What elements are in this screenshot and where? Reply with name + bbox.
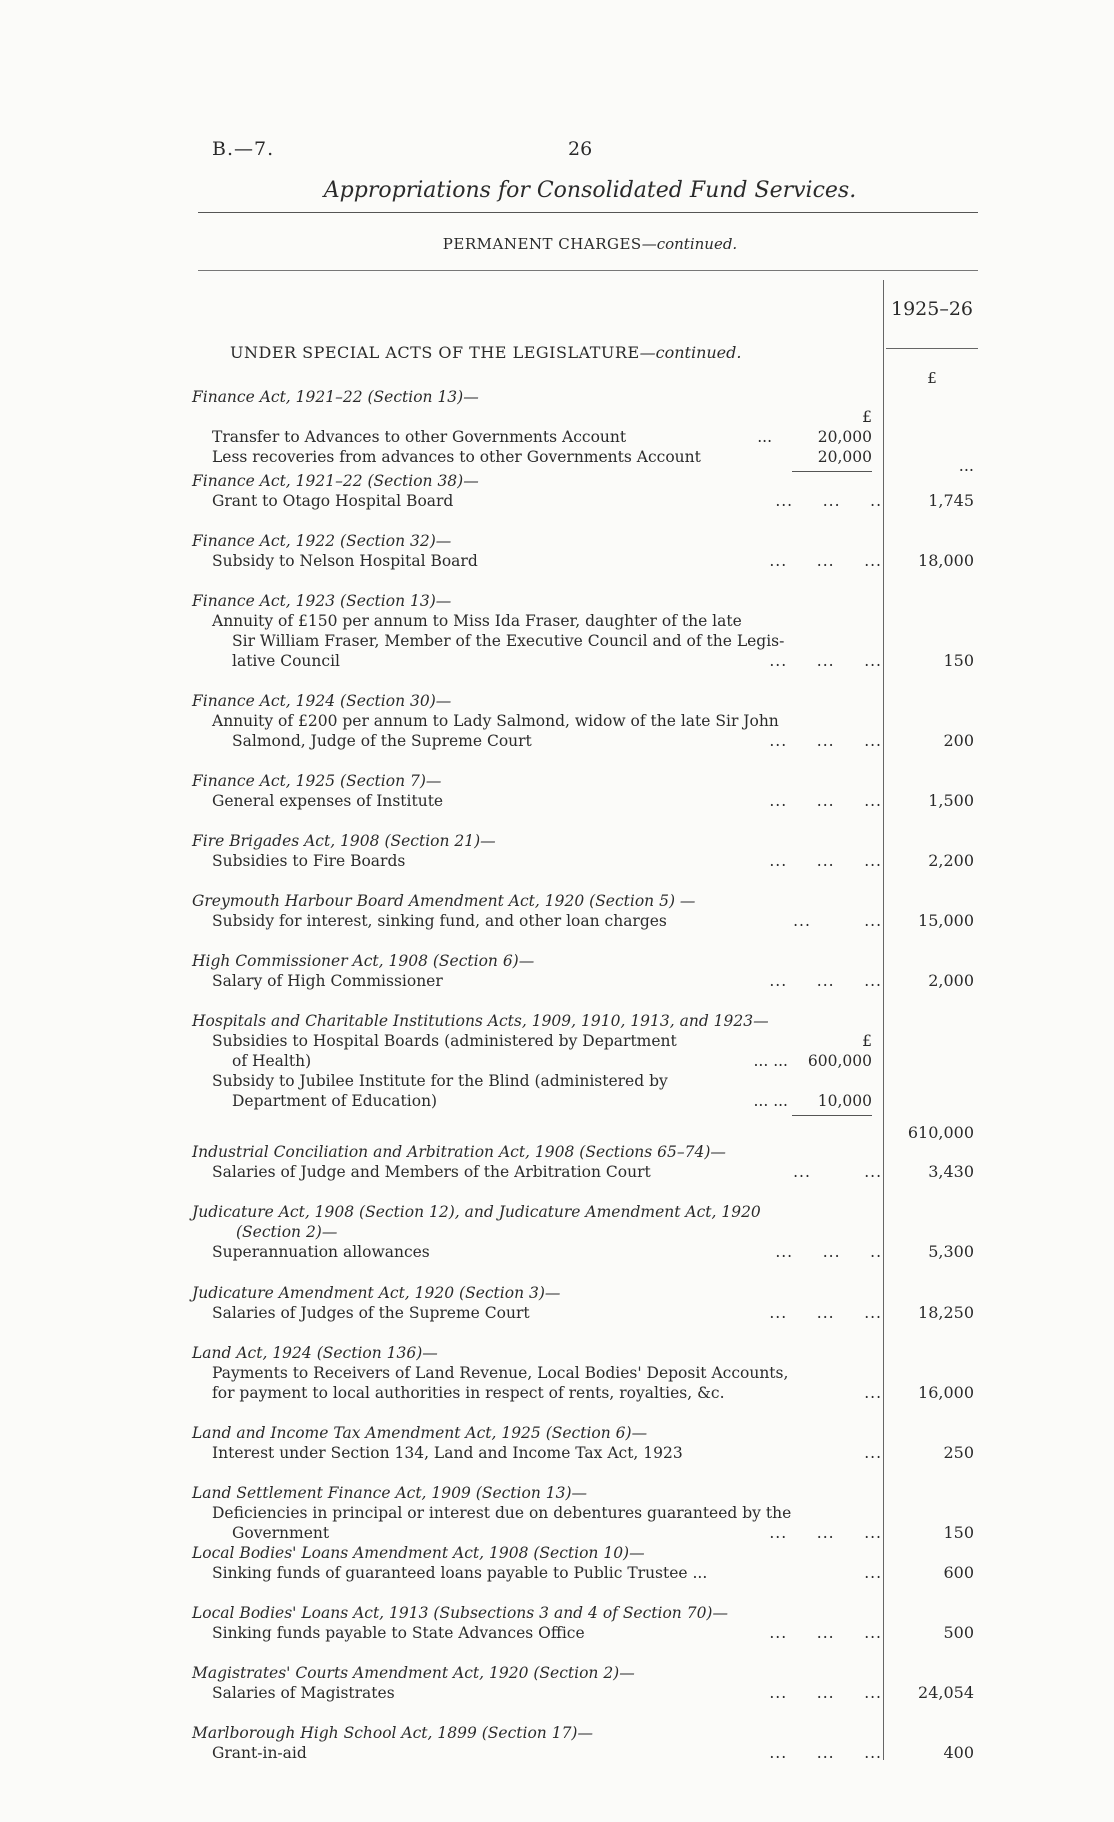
- leader-dots: ... ... ...: [769, 1524, 882, 1542]
- sub-item: [192, 1091, 882, 1111]
- entry-amount: 3,430: [928, 1162, 974, 1181]
- act-title: Magistrates' Courts Amendment Act, 1920 (Section 2)—: [192, 1664, 635, 1682]
- entry-finance-act-1921-s38: [192, 471, 882, 511]
- header-rule: [198, 270, 978, 271]
- sub-item-text: Subsidy to Jubilee Institute for the Blind (administered by: [212, 1072, 668, 1090]
- entry-amount: 500: [943, 1623, 974, 1642]
- line-item: [192, 971, 882, 991]
- sub-item: [192, 1031, 882, 1051]
- entry-finance-act-1922: [192, 531, 882, 571]
- page-title: Appropriations for Consolidated Fund Services.: [323, 178, 857, 203]
- entry-amount: 150: [943, 651, 974, 670]
- entry-land-settlement-finance-act: [192, 1483, 882, 1543]
- entry-fire-brigades-act: [192, 831, 882, 871]
- leader-dots: ... ... ..: [775, 492, 882, 510]
- page-number: 26: [568, 138, 593, 160]
- leader-dots: ... ... ...: [769, 1684, 882, 1702]
- act-title: High Commissioner Act, 1908 (Section 6)—: [192, 952, 535, 970]
- sub-amount: 20,000: [817, 448, 872, 466]
- subtotal-rule: [792, 1115, 872, 1116]
- sub-item: [192, 1051, 882, 1071]
- line-item-text: Sinking funds of guaranteed loans payable to Public Trustee ...: [212, 1564, 708, 1582]
- sub-item: [192, 407, 882, 427]
- leader-dots: ... ...: [793, 1163, 882, 1181]
- leader-dots: ... ... ...: [769, 652, 882, 670]
- year-rule: [886, 348, 978, 349]
- act-title: Finance Act, 1925 (Section 7)—: [192, 772, 442, 790]
- entry-amount: 18,000: [918, 551, 974, 570]
- act-title: Finance Act, 1924 (Section 30)—: [192, 692, 452, 710]
- line-item: [192, 711, 882, 731]
- leader-dots: ...: [864, 1384, 882, 1402]
- line-item: [192, 611, 882, 631]
- line-item: [192, 1363, 882, 1383]
- line-item: [192, 1162, 882, 1182]
- sub-item: [192, 447, 882, 467]
- leader-dots: ...: [757, 428, 772, 446]
- entry-industrial-conciliation-act: [192, 1142, 882, 1182]
- entry-finance-act-1925: [192, 771, 882, 811]
- leader-dots: ... ... ...: [769, 1624, 882, 1642]
- line-item-text: Annuity of £200 per annum to Lady Salmond, widow of the late Sir John: [212, 712, 779, 730]
- sub-item-text: Transfer to Advances to other Governments Account: [212, 428, 627, 446]
- line-item-text: Salary of High Commissioner: [212, 972, 443, 990]
- act-title: Finance Act, 1921–22 (Section 38)—: [192, 472, 479, 490]
- leader-dots: ... ... ...: [769, 1744, 882, 1762]
- leader-dots: ... ... ...: [769, 792, 882, 810]
- leader-dots: ...: [864, 1564, 882, 1582]
- entry-judicature-act-1908: [192, 1202, 882, 1262]
- leader-dots: ... ... ...: [769, 852, 882, 870]
- entry-amount: 1,745: [928, 491, 974, 510]
- act-title-continued: (Section 2)—: [236, 1223, 338, 1241]
- line-item-text: Salmond, Judge of the Supreme Court: [232, 732, 532, 750]
- column-unit: £: [927, 369, 937, 387]
- line-item: [192, 491, 882, 511]
- line-item-text: Superannuation allowances: [212, 1243, 430, 1261]
- entry-amount: 250: [943, 1443, 974, 1462]
- entry-magistrates-courts-act: [192, 1663, 882, 1703]
- entry-hospitals-charitable-acts: [192, 1011, 882, 1116]
- line-item-text: Interest under Section 134, Land and Income Tax Act, 1923: [212, 1444, 683, 1462]
- entry-amount: 1,500: [928, 791, 974, 810]
- sub-item-text: Subsidies to Hospital Boards (administered by Department: [212, 1032, 677, 1050]
- sub-item-text: Department of Education): [232, 1092, 438, 1110]
- entry-amount: 18,250: [918, 1303, 974, 1322]
- leader-dots: ... ... ...: [769, 1304, 882, 1322]
- line-item: [192, 851, 882, 871]
- entry-amount: 2,000: [928, 971, 974, 990]
- entry-amount: ...: [958, 456, 974, 475]
- line-item: [192, 1242, 882, 1262]
- section-heading-text: UNDER SPECIAL ACTS OF THE LEGISLATURE: [230, 343, 640, 362]
- act-title: Greymouth Harbour Board Amendment Act, 1920 (Section 5) —: [192, 892, 696, 910]
- act-title: Finance Act, 1923 (Section 13)—: [192, 592, 452, 610]
- line-item: [192, 1623, 882, 1643]
- line-item-text: for payment to local authorities in respect of rents, royalties, &c.: [212, 1384, 725, 1402]
- line-item: [192, 1563, 882, 1583]
- line-item: [192, 1503, 882, 1523]
- sub-amount: 20,000: [817, 428, 872, 446]
- leader-dots: ...: [864, 1444, 882, 1462]
- sub-item-text: of Health): [232, 1052, 312, 1070]
- line-item: [192, 1303, 882, 1323]
- entry-finance-act-1921-s13: [192, 387, 882, 472]
- page-reference: B.—7.: [212, 138, 275, 160]
- leader-dots: ... ...: [753, 1052, 788, 1070]
- amount-column-rule: [883, 280, 884, 1760]
- sub-item: [192, 427, 882, 447]
- entry-judicature-amendment-act: [192, 1283, 882, 1323]
- leader-dots: ... ...: [793, 912, 882, 930]
- line-item-text: lative Council: [232, 652, 340, 670]
- act-title: Finance Act, 1921–22 (Section 13)—: [192, 388, 479, 406]
- act-title: Finance Act, 1922 (Section 32)—: [192, 532, 452, 550]
- sub-item-text: [212, 407, 792, 427]
- act-title: Industrial Conciliation and Arbitration Act, 1908 (Sections 65–74)—: [192, 1143, 726, 1161]
- entry-amount: 5,300: [928, 1242, 974, 1261]
- line-item-text: Subsidy to Nelson Hospital Board: [212, 552, 478, 570]
- line-item: [192, 791, 882, 811]
- line-item: [192, 1743, 882, 1763]
- line-item: [192, 1443, 882, 1463]
- entry-amount: 16,000: [918, 1383, 974, 1402]
- leader-dots: ... ... ..: [775, 1243, 882, 1261]
- line-item-text: Grant-in-aid: [212, 1744, 307, 1762]
- entry-marlborough-high-school-act: [192, 1723, 882, 1763]
- entry-amount: 600: [943, 1563, 974, 1582]
- title-rule: [198, 212, 978, 213]
- entry-local-bodies-loans-act-1913: [192, 1603, 882, 1643]
- leader-dots: ... ... ...: [769, 552, 882, 570]
- leader-dots: ... ... ...: [769, 732, 882, 750]
- entry-land-act-1924: [192, 1343, 882, 1403]
- act-title: Land Act, 1924 (Section 136)—: [192, 1344, 438, 1362]
- entry-greymouth-harbour-act: [192, 891, 882, 931]
- act-title: Land and Income Tax Amendment Act, 1925 (Section 6)—: [192, 1424, 648, 1442]
- line-item-text: Government: [232, 1524, 330, 1542]
- act-title: Judicature Amendment Act, 1920 (Section 3)—: [192, 1284, 561, 1302]
- section-heading-continued: —continued.: [639, 343, 742, 362]
- sub-item-text: Less recoveries from advances to other Governments Account: [212, 448, 701, 466]
- act-title: Local Bodies' Loans Act, 1913 (Subsections 3 and 4 of Section 70)—: [192, 1604, 728, 1622]
- act-title: Hospitals and Charitable Institutions Acts, 1909, 1910, 1913, and 1923—: [192, 1012, 769, 1030]
- line-item: [192, 911, 882, 931]
- entry-land-income-tax-act: [192, 1423, 882, 1463]
- line-item-text: Salaries of Judge and Members of the Arbitration Court: [212, 1163, 651, 1181]
- leader-dots: ... ...: [753, 1092, 788, 1110]
- act-title: Judicature Act, 1908 (Section 12), and Judicature Amendment Act, 1920: [192, 1203, 761, 1221]
- line-item: [192, 551, 882, 571]
- entry-amount: 400: [943, 1743, 974, 1762]
- sub-amount: 10,000: [817, 1092, 872, 1110]
- line-item: [192, 651, 882, 671]
- line-item-text: Grant to Otago Hospital Board: [212, 492, 454, 510]
- line-item: [192, 631, 882, 651]
- entry-finance-act-1924: [192, 691, 882, 751]
- line-item-text: Sir William Fraser, Member of the Executive Council and of the Legis-: [232, 632, 785, 650]
- section-heading: [230, 343, 870, 362]
- sub-unit: £: [862, 408, 872, 426]
- act-title: Fire Brigades Act, 1908 (Section 21)—: [192, 832, 496, 850]
- line-item: [192, 1523, 882, 1543]
- sub-item: [192, 1071, 882, 1091]
- entry-local-bodies-loans-amendment-act: [192, 1543, 882, 1583]
- page-subtitle: [200, 235, 980, 253]
- entry-amount: 15,000: [918, 911, 974, 930]
- line-item: [192, 731, 882, 751]
- sub-amount: 600,000: [807, 1052, 872, 1070]
- entry-amount: 200: [943, 731, 974, 750]
- line-item-text: Payments to Receivers of Land Revenue, Local Bodies' Deposit Accounts,: [212, 1364, 789, 1382]
- entry-amount: 150: [943, 1523, 974, 1542]
- line-item-text: Subsidy for interest, sinking fund, and other loan charges: [212, 912, 667, 930]
- line-item: [192, 1683, 882, 1703]
- line-item-text: General expenses of Institute: [212, 792, 444, 810]
- act-title: Marlborough High School Act, 1899 (Section 17)—: [192, 1724, 593, 1742]
- act-title: Land Settlement Finance Act, 1909 (Section 13)—: [192, 1484, 588, 1502]
- entry-amount: 2,200: [928, 851, 974, 870]
- entry-high-commissioner-act: [192, 951, 882, 991]
- line-item-text: Subsidies to Fire Boards: [212, 852, 406, 870]
- line-item-text: Annuity of £150 per annum to Miss Ida Fraser, daughter of the late: [212, 612, 742, 630]
- leader-dots: ... ... ...: [769, 972, 882, 990]
- column-year-heading: 1925–26: [890, 298, 974, 320]
- subtitle-text: PERMANENT CHARGES: [442, 235, 642, 253]
- entry-amount: 24,054: [918, 1683, 974, 1702]
- entry-finance-act-1923: [192, 591, 882, 671]
- entry-amount: 610,000: [907, 1123, 974, 1142]
- line-item-text: Sinking funds payable to State Advances Office: [212, 1624, 585, 1642]
- subtitle-continued: —continued.: [641, 235, 738, 253]
- sub-unit: £: [862, 1032, 872, 1050]
- line-item-text: Salaries of Judges of the Supreme Court: [212, 1304, 530, 1322]
- line-item: [192, 1383, 882, 1403]
- line-item-text: Salaries of Magistrates: [212, 1684, 395, 1702]
- line-item-text: Deficiencies in principal or interest due on debentures guaranteed by the: [212, 1504, 792, 1522]
- act-title: Local Bodies' Loans Amendment Act, 1908 (Section 10)—: [192, 1544, 645, 1562]
